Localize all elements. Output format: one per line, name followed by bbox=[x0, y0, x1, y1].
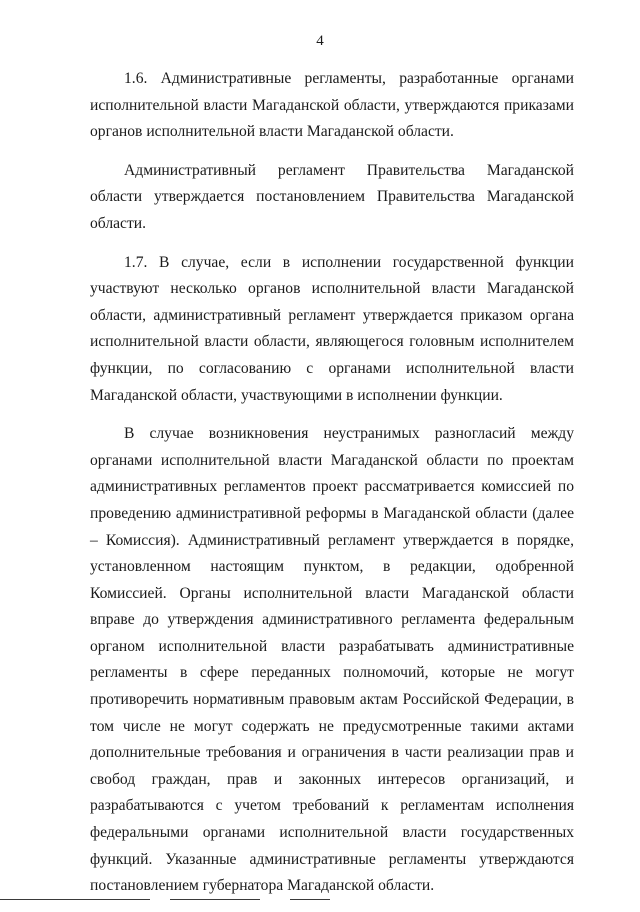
body-text bbox=[90, 66, 574, 912]
scan-line-mark bbox=[290, 899, 330, 900]
scan-line-mark bbox=[170, 899, 260, 900]
scan-line-mark bbox=[0, 899, 150, 900]
paragraph-disagreements: В случае возникновения неустранимых разногласий между органами исполнительной власти Магаданской области по проектам административных регламентов проект рассматривается комиссией по проведению административной реформы в Магаданской области (далее – Комиссия). Административный регламент утверждается в порядке, установленном настоящим пунктом, в редакции, одобренной Комиссией. Органы исполнительной власти Магаданской области вправе до утверждения административного регламента федеральным органом исполнительной власти разрабатывать административные регламенты в сфере переданных полномочий, которые не могут противоречить нормативным правовым актам Российской Федерации, в том числе не могут содержать не предусмотренные такими актами дополнительные требования и ограничения в части реализации прав и свобод граждан, прав и законных интересов организаций, и разрабатываются с учетом требований к регламентам исполнения федеральными органами исполнительной власти государственных функций. Указанные административные регламенты утверждаются постановлением губернатора Магаданской области. bbox=[90, 425, 574, 895]
page-number: 4 bbox=[316, 33, 324, 49]
paragraph-government-regulation: Административный регламент Правительства Магаданской области утверждается постановлением Правительства Магаданской области. bbox=[90, 161, 574, 232]
paragraph-1-7: 1.7. В случае, если в исполнении государственной функции участвуют несколько органов исполнительной власти Магаданской области, административный регламент утверждается приказом органа исполнительной власти области, являющегося головным исполнителем функции, по согласованию с органами исполнительной власти Магаданской области, участвующими в исполнении функции. bbox=[90, 253, 574, 404]
paragraph-1-6: 1.6. Административные регламенты, разработанные органами исполнительной власти Магаданской области, утверждаются приказами органов исполнительной власти Магаданской области. bbox=[90, 70, 574, 141]
